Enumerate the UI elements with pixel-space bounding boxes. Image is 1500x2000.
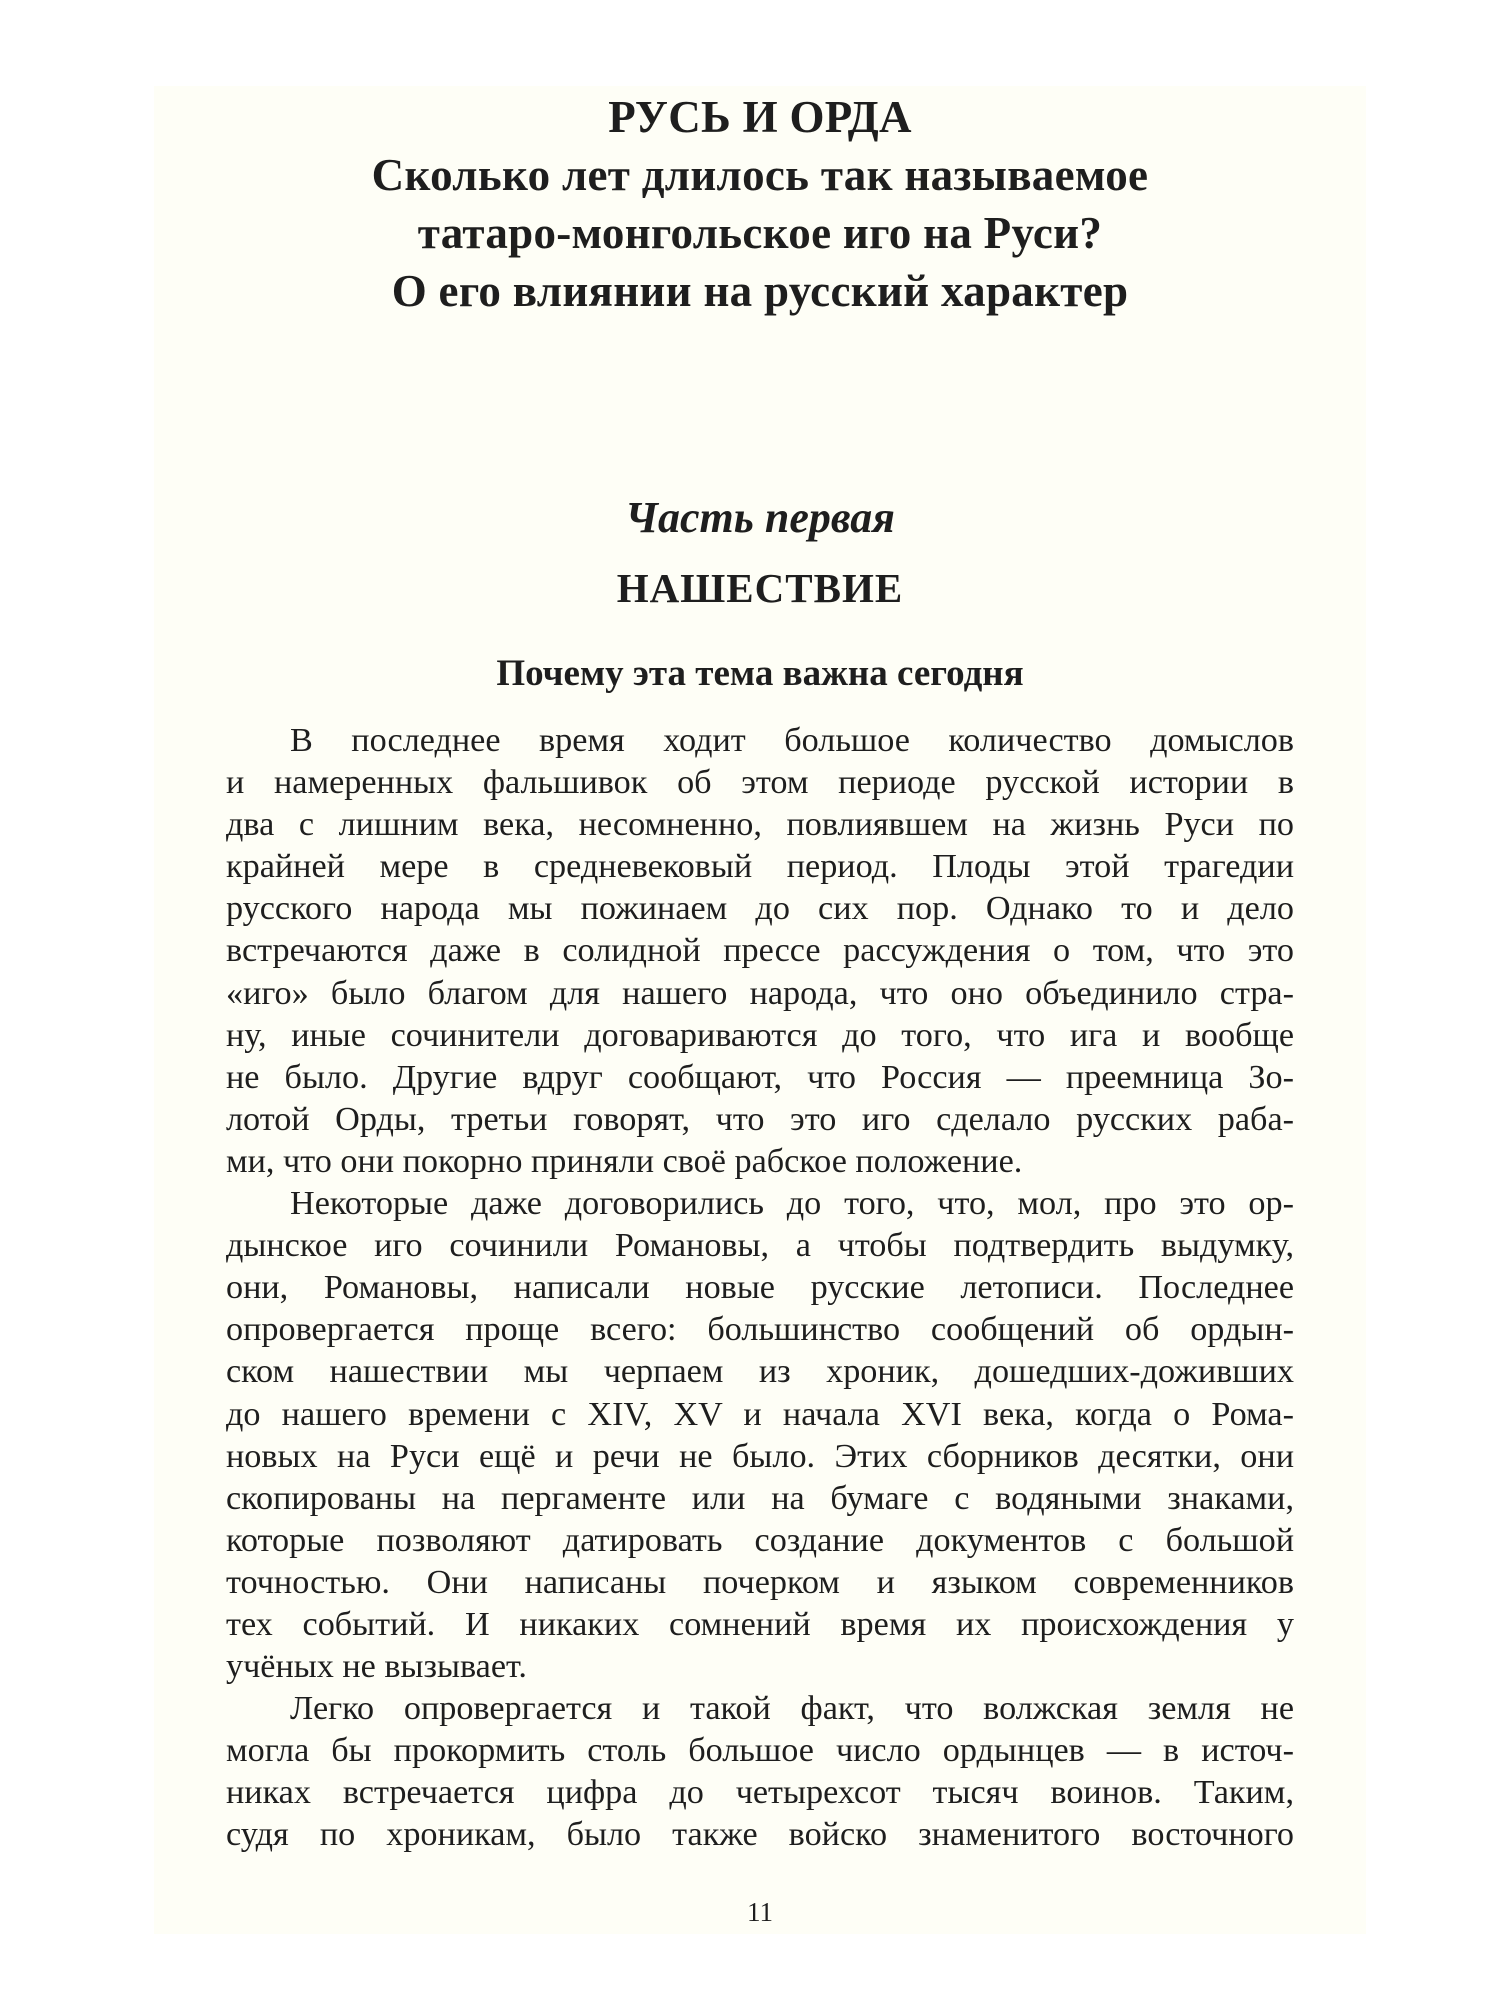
- text-line: тех событий. И никаких сомнений время их происхождения у: [226, 1605, 1294, 1643]
- text-line: скопированы на пергаменте или на бумаге с водяными знаками,: [226, 1479, 1294, 1517]
- text-line: Легко опровергается и такой факт, что волжская земля не: [290, 1690, 1294, 1728]
- text-line: крайней мере в средневековый период. Плоды этой трагедии: [226, 848, 1294, 886]
- text-line: точностью. Они написаны почерком и языком современников: [226, 1563, 1294, 1601]
- section-title: Почему эта тема важна сегодня: [496, 653, 1024, 694]
- text-line: В последнее время ходит большое количество домыслов: [290, 722, 1294, 759]
- text-line: они, Романовы, написали новые русские летописи. Последнее: [226, 1269, 1294, 1307]
- page-number: 11: [747, 1897, 773, 1927]
- text-line: не было. Другие вдруг сообщают, что Россия — преемница Зо-: [226, 1058, 1294, 1096]
- text-line: ми, что они покорно приняли своё рабское положение.: [226, 1142, 1023, 1180]
- book-page: [154, 86, 1366, 1934]
- text-line: могла бы прокормить столь большое число ордынцев — в источ-: [226, 1732, 1294, 1770]
- body-text: [226, 720, 1294, 1857]
- text-line: судя по хроникам, было также войско знаменитого восточного: [226, 1816, 1294, 1854]
- title-line: татаро-монгольское иго на Руси?: [417, 208, 1103, 258]
- text-line: опровергается проще всего: большинство сообщений об ордын-: [226, 1311, 1294, 1349]
- paragraph: [226, 720, 1294, 1183]
- title-line: Сколько лет длилось так называемое: [371, 150, 1149, 200]
- text-line: которые позволяют датировать создание документов с большой: [226, 1521, 1294, 1559]
- text-line: учёных не вызывает.: [226, 1648, 527, 1686]
- text-line: лотой Орды, третьи говорят, что это иго сделало русских раба-: [226, 1100, 1294, 1138]
- part-label: Часть первая: [625, 493, 895, 542]
- text-line: до нашего времени с XIV, XV и начала XVI века, когда о Рома-: [226, 1395, 1294, 1433]
- text-line: дынское иго сочинили Романовы, а чтобы подтвердить выдумку,: [226, 1227, 1294, 1265]
- chapter-title: [154, 88, 1366, 320]
- text-line: русского народа мы пожинаем до сих пор. Однако то и дело: [226, 890, 1294, 928]
- title-line: О его влиянии на русский характер: [391, 266, 1129, 316]
- part-title: НАШЕСТВИЕ: [616, 565, 904, 611]
- text-line: и намеренных фальшивок об этом периоде русской истории в: [226, 764, 1294, 802]
- text-line: встречаются даже в солидной прессе рассуждения о том, что это: [226, 932, 1294, 970]
- text-line: Некоторые даже договорились до того, что, мол, про это ор-: [290, 1185, 1294, 1223]
- text-line: два с лишним века, несомненно, повлиявшем на жизнь Руси по: [226, 806, 1294, 844]
- paragraph: [226, 1688, 1294, 1856]
- text-line: «иго» было благом для нашего народа, что оно объединило стра-: [226, 974, 1294, 1012]
- text-line: ну, иные сочинители договариваются до того, что ига и вообще: [226, 1016, 1294, 1054]
- text-line: ском нашествии мы черпаем из хроник, дошедших-доживших: [226, 1353, 1294, 1391]
- text-line: новых на Руси ещё и речи не было. Этих сборников десятки, они: [226, 1437, 1294, 1475]
- text-line: никах встречается цифра до четырехсот тысяч воинов. Таким,: [226, 1774, 1294, 1812]
- title-line: РУСЬ И ОРДА: [608, 92, 912, 142]
- paragraph: [226, 1183, 1294, 1688]
